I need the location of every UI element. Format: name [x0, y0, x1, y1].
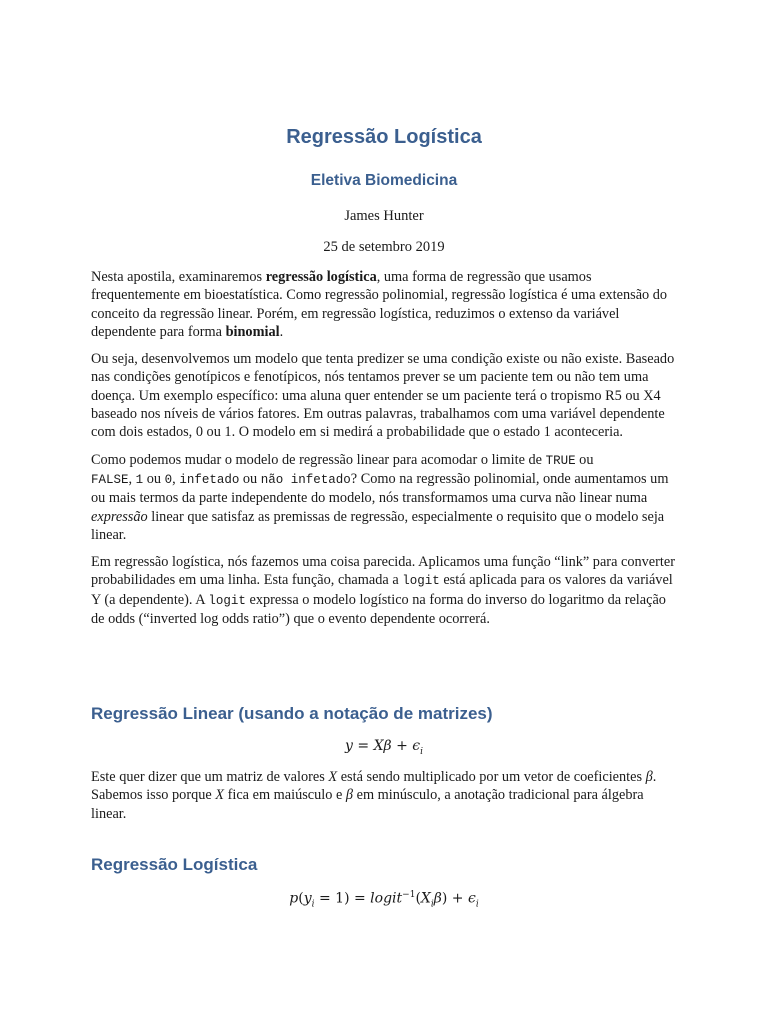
- code-logit: logit: [402, 574, 440, 589]
- date: 25 de setembro 2019: [323, 239, 445, 255]
- document-title: Regressão Logística: [286, 126, 482, 148]
- term-logistic-regression: regressão logística: [265, 269, 377, 285]
- term-expressao: expressão: [91, 508, 148, 525]
- code-nao-infetado: não infetado: [260, 472, 351, 487]
- paragraph-matrix: Este quer dizer que um matriz de valores X está sendo multiplicado por um vetor de coeficientes β. Sabemos isso porque X fica em maiúsculo e β em minúsculo, a anotação tradicional para álgebra linear.: [91, 769, 657, 822]
- equation-logistic: $p(y_i = 1)$ = $logit^{-1}(X_i\beta) + \epsilon_i$: [289, 890, 479, 910]
- code-false: FALSE: [91, 472, 129, 487]
- paragraph-intro: Nesta apostila, examinaremos regressão logística, uma forma de regressão que usamos frequentemente em bioestatística. Como regressão polinomial, regressão logística é uma extensão do conceito da regressão linear. Porém, em regressão logística, reduzimos o extenso da variável dependente para forma binomial.: [91, 269, 668, 340]
- paragraph-transform: Como podemos mudar o modelo de regressão linear para acomodar o limite de TRUE ou FALSE, 1 ou 0, infetado ou não infetado? Como na regressão polinomial, onde aumentamos um ou mais termos da parte independente do modelo, nós transformamos uma curva não linear numa expressão linear que satisfaz as premissas de regressão, especialmente o requisito que o modelo seja linear.: [91, 451, 669, 543]
- paragraph-logit: Em regressão logística, nós fazemos uma coisa parecida. Aplicamos uma função “link” para converter probabilidades em uma linha. Esta função, chamada a logit está aplicada para os valores da variável Y (a dependente). A logit expressa o modelo logístico na forma do inverso do logaritmo da relação de odds (“inverted log odds ratio”) que o evento dependente ocorrerá.: [91, 554, 675, 628]
- author: James Hunter: [344, 208, 424, 224]
- document-subtitle: Eletiva Biomedicina: [310, 172, 458, 189]
- code-0: 0: [164, 472, 173, 487]
- code-logit-2: logit: [208, 593, 246, 608]
- code-infetado: infetado: [179, 472, 240, 487]
- section-heading-linear-regression: Regressão Linear (usando a notação de matrizes): [91, 704, 493, 723]
- section-heading-logistic-regression: Regressão Logística: [91, 855, 258, 874]
- paragraph-predict: Ou seja, desenvolvemos um modelo que tenta predizer se uma condição existe ou não existe. Baseado nas condições genotípicos e fenotípicos, nós tentamos prever se um paciente tem ou não tem uma doença. Um exemplo específico: uma aluna quer entender se um paciente terá o tropismo R5 ou X4 baseado nos níveis de vários fatores. Em outras palavras, trabalhamos com uma variável dependente com dois estados, 0 ou 1. O modelo em si medirá a probabilidade que o estado 1 aconteceria.: [91, 351, 675, 441]
- intro-body: [91, 268, 681, 637]
- equation-linear: $y = X\beta + \epsilon_i$: [345, 738, 423, 757]
- code-true: TRUE: [545, 453, 576, 468]
- code-1: 1: [135, 472, 144, 487]
- term-binomial: binomial: [225, 323, 280, 340]
